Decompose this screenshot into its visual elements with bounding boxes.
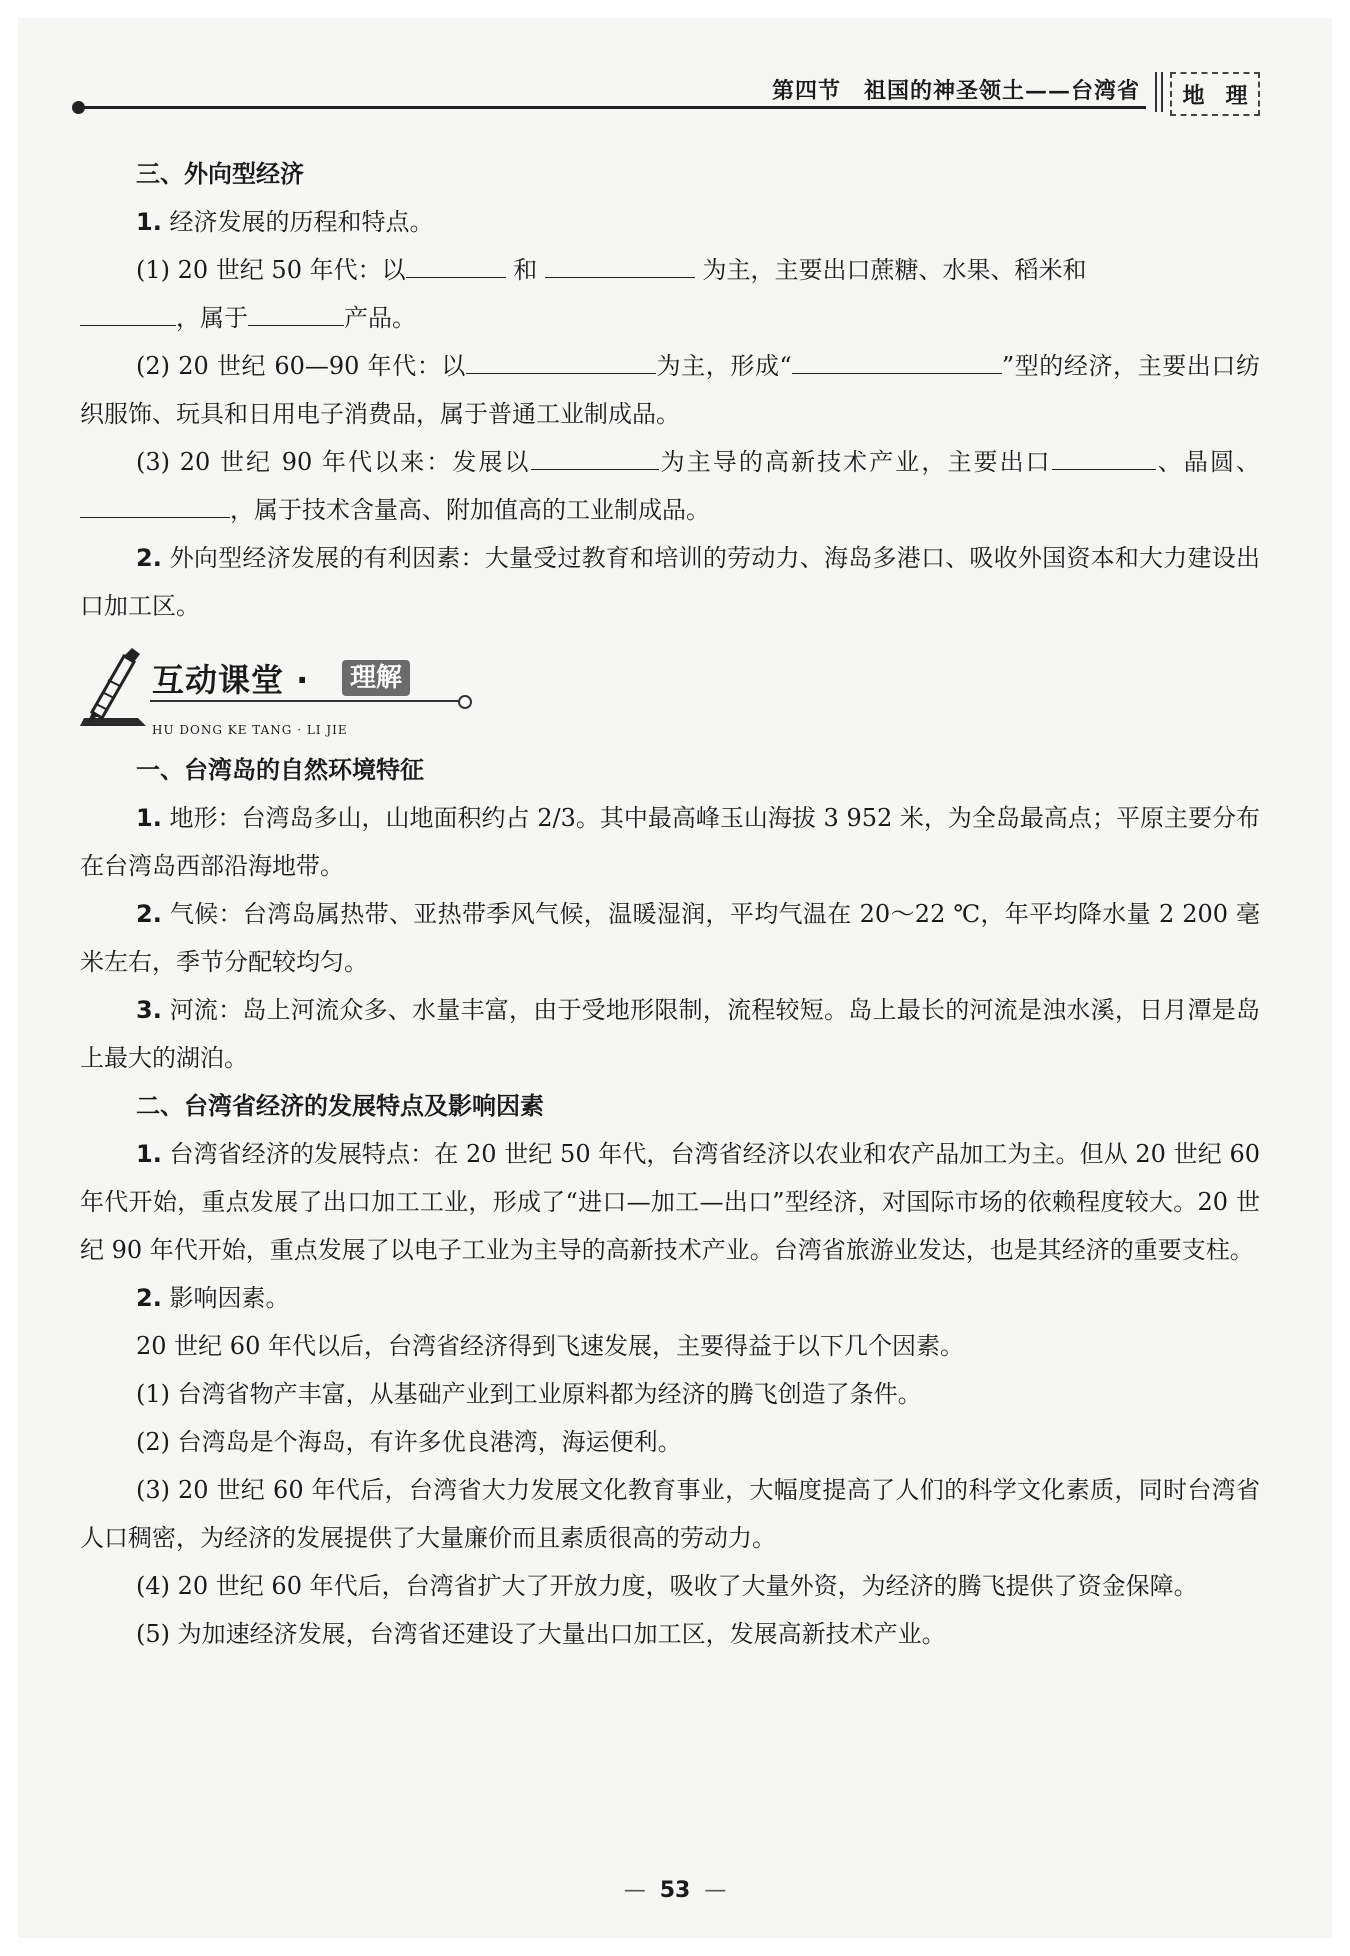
- answer-blank[interactable]: [1052, 441, 1156, 470]
- list-item: (2) 台湾岛是个海岛，有许多优良港湾，海运便利。: [136, 1428, 682, 1456]
- paragraph: 20 世纪 60 年代以后，台湾省经济得到飞速发展，主要得益于以下几个因素。: [136, 1332, 964, 1360]
- fill-in-paragraph: (2) 20 世纪 60—90 年代：以 为主，形成“ ”型的经济，主要出口纺织服饰、玩具和日用电子消费品，属于普通工业制成品。: [80, 342, 1260, 438]
- fill-in-paragraph: (3) 20 世纪 90 年代以来：发展以 为主导的高新技术产业，主要出口 、晶圆、，属于技术含量高、附加值高的工业制成品。: [80, 438, 1260, 534]
- page-number: — 53 —: [623, 1878, 727, 1903]
- answer-blank[interactable]: [248, 297, 344, 326]
- banner-subtitle: HU DONG KE TANG · LI JIE: [152, 723, 348, 737]
- subject-char: 地: [1182, 83, 1205, 109]
- page-content: [80, 150, 1260, 1658]
- list-item: (5) 为加速经济发展，台湾省还建设了大量出口加工区，发展高新技术产业。: [136, 1620, 946, 1648]
- answer-blank[interactable]: [80, 489, 230, 518]
- answer-blank[interactable]: [466, 345, 656, 374]
- paragraph: 1. 经济发展的历程和特点。: [136, 208, 434, 236]
- banner-circle-icon: [458, 695, 472, 709]
- banner-title: 互动课堂 ·: [152, 661, 310, 699]
- banner-underline: [150, 700, 460, 702]
- paragraph: 1. 台湾省经济的发展特点：在 20 世纪 50 年代，台湾省经济以农业和农产品加工为主。但从 20 世纪 60 年代开始，重点发展了出口加工工业，形成了“进口—加工—出口”型经济，对国际市场的依赖程度较大。20 世纪 90 年代开始，重点发展了以电子工业为主导的高新技术产业。台湾省旅游业发达，也是其经济的重要支柱。: [80, 1140, 1260, 1264]
- section-heading: 三、外向型经济: [136, 160, 304, 188]
- answer-blank[interactable]: [545, 249, 695, 278]
- answer-blank[interactable]: [80, 297, 176, 326]
- list-item: (3) 20 世纪 60 年代后，台湾省大力发展文化教育事业，大幅度提高了人们的科学文化素质，同时台湾省人口稠密，为经济的发展提供了大量廉价而且素质很高的劳动力。: [80, 1476, 1260, 1552]
- banner-tag: 理解: [342, 660, 410, 696]
- section-heading: 一、台湾岛的自然环境特征: [136, 756, 424, 784]
- header-divider: [1155, 72, 1157, 112]
- section-banner: [80, 644, 1260, 740]
- answer-blank[interactable]: [531, 441, 659, 470]
- paragraph: 3. 河流：岛上河流众多、水量丰富，由于受地形限制，流程较短。岛上最长的河流是浊水溪，日月潭是岛上最大的湖泊。: [80, 996, 1260, 1072]
- paragraph: 2. 气候：台湾岛属热带、亚热带季风气候，温暖湿润，平均气温在 20～22 ℃，年平均降水量 2 200 毫米左右，季节分配较均匀。: [80, 900, 1260, 976]
- header-rule: [76, 106, 1146, 109]
- answer-blank[interactable]: [792, 345, 1002, 374]
- paragraph: 2. 影响因素。: [136, 1284, 290, 1312]
- list-item: (4) 20 世纪 60 年代后，台湾省扩大了开放力度，吸收了大量外资，为经济的腾飞提供了资金保障。: [136, 1572, 1198, 1600]
- pen-icon: [78, 646, 154, 732]
- paragraph: 1. 地形：台湾岛多山，山地面积约占 2/3。其中最高峰玉山海拔 3 952 米，为全岛最高点；平原主要分布在台湾岛西部沿海地带。: [80, 804, 1260, 880]
- fill-in-paragraph: (1) 20 世纪 50 年代：以 和 为主，主要出口蔗糖、水果、稻米和 ，属于 产品。: [80, 246, 1260, 342]
- subject-char: 理: [1225, 83, 1248, 109]
- header-divider: [1161, 72, 1163, 112]
- answer-blank[interactable]: [406, 249, 506, 278]
- chapter-title: 第四节 祖国的神圣领土——台湾省: [771, 78, 1140, 104]
- paragraph: 2. 外向型经济发展的有利因素：大量受过教育和培训的劳动力、海岛多港口、吸收外国资本和大力建设出口加工区。: [80, 544, 1260, 620]
- section-heading: 二、台湾省经济的发展特点及影响因素: [136, 1092, 544, 1120]
- subject-label: [1170, 72, 1260, 116]
- list-item: (1) 台湾省物产丰富，从基础产业到工业原料都为经济的腾飞创造了条件。: [136, 1380, 922, 1408]
